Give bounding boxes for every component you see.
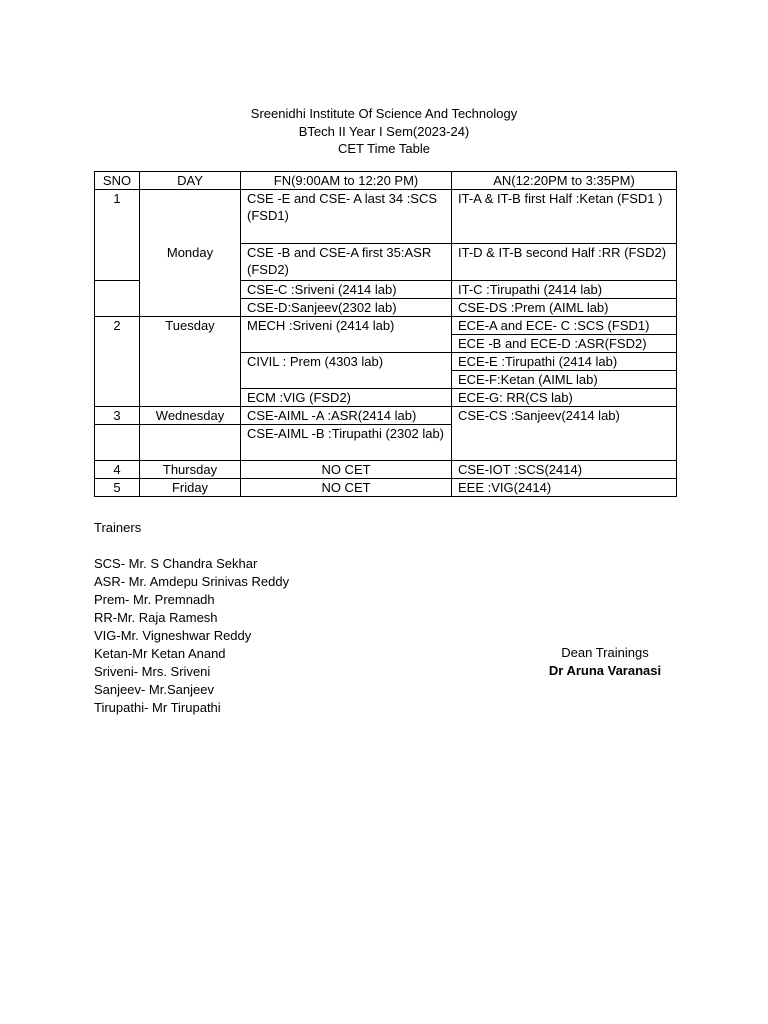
column-header-an: AN(12:20PM to 3:35PM) <box>452 172 677 190</box>
table-row <box>95 479 677 497</box>
day-cell: Wednesday <box>140 407 241 425</box>
day-cell: Monday <box>140 190 241 317</box>
an-cell: CSE-CS :Sanjeev(2414 lab) <box>452 407 677 461</box>
fn-cell: CIVIL : Prem (4303 lab) <box>241 353 452 389</box>
an-cell: ECE -B and ECE-D :ASR(FSD2) <box>452 335 677 353</box>
table-row <box>95 190 677 244</box>
fn-cell: MECH :Sriveni (2414 lab) <box>241 317 452 353</box>
an-cell: ECE-F:Ketan (AIML lab) <box>452 371 677 389</box>
an-cell: CSE-IOT :SCS(2414) <box>452 461 677 479</box>
sno-cell: 5 <box>95 479 140 497</box>
trainer-item: ASR- Mr. Amdepu Srinivas Reddy <box>94 574 290 589</box>
sno-cell: 4 <box>95 461 140 479</box>
column-header-fn: FN(9:00AM to 12:20 PM) <box>241 172 452 190</box>
fn-cell: NO CET <box>241 461 452 479</box>
column-header-day: DAY <box>140 172 241 190</box>
an-cell: CSE-DS :Prem (AIML lab) <box>452 299 677 317</box>
sno-cell-empty <box>95 281 140 317</box>
trainers-section <box>94 519 289 717</box>
an-cell: IT-D & IT-B second Half :RR (FSD2) <box>452 244 677 281</box>
sno-cell-empty <box>95 425 140 461</box>
an-cell: EEE :VIG(2414) <box>452 479 677 497</box>
sno-cell: 2 <box>95 317 140 407</box>
trainer-item: VIG-Mr. Vigneshwar Reddy <box>94 628 252 643</box>
fn-cell: ECM :VIG (FSD2) <box>241 389 452 407</box>
day-cell: Thursday <box>140 461 241 479</box>
fn-cell: CSE -B and CSE-A first 35:ASR (FSD2) <box>241 244 452 281</box>
table-row <box>95 317 677 335</box>
trainer-item: SCS- Mr. S Chandra Sekhar <box>94 556 258 571</box>
an-cell: ECE-A and ECE- C :SCS (FSD1) <box>452 317 677 335</box>
day-cell-empty <box>140 425 241 461</box>
trainers-title: Trainers <box>94 520 142 535</box>
document-header <box>0 105 768 158</box>
table-row <box>95 461 677 479</box>
fn-cell: CSE-AIML -B :Tirupathi (2302 lab) <box>241 425 452 461</box>
trainer-item: Ketan-Mr Ketan Anand <box>94 646 226 661</box>
day-cell: Friday <box>140 479 241 497</box>
institute-name: Sreenidhi Institute Of Science And Technology <box>250 106 518 121</box>
table-header-row <box>95 172 677 190</box>
an-cell: IT-C :Tirupathi (2414 lab) <box>452 281 677 299</box>
column-header-sno: SNO <box>95 172 140 190</box>
fn-cell: CSE-AIML -A :ASR(2414 lab) <box>241 407 452 425</box>
trainer-item: Tirupathi- Mr Tirupathi <box>94 700 221 715</box>
an-cell: ECE-G: RR(CS lab) <box>452 389 677 407</box>
cet-timetable <box>94 171 677 497</box>
day-cell: Tuesday <box>140 317 241 407</box>
program-title: BTech II Year I Sem(2023-24) <box>298 123 470 139</box>
trainer-item: Sriveni- Mrs. Sriveni <box>94 664 211 679</box>
an-cell: ECE-E :Tirupathi (2414 lab) <box>452 353 677 371</box>
fn-cell: NO CET <box>241 479 452 497</box>
an-cell: IT-A & IT-B first Half :Ketan (FSD1 ) <box>452 190 677 244</box>
trainer-item: RR-Mr. Raja Ramesh <box>94 610 218 625</box>
fn-cell: CSE-C :Sriveni (2414 lab) <box>241 281 452 299</box>
signature-role: Dean Trainings <box>561 645 649 660</box>
signature-name: Dr Aruna Varanasi <box>548 663 662 678</box>
sno-cell: 1 <box>95 190 140 281</box>
fn-cell: CSE-D:Sanjeev(2302 lab) <box>241 299 452 317</box>
trainer-item: Prem- Mr. Premnadh <box>94 592 215 607</box>
trainer-item: Sanjeev- Mr.Sanjeev <box>94 682 214 697</box>
table-row <box>95 407 677 425</box>
timetable-title: CET Time Table <box>337 141 430 156</box>
sno-cell: 3 <box>95 407 140 425</box>
fn-cell: CSE -E and CSE- A last 34 :SCS (FSD1) <box>241 190 452 244</box>
signature-block <box>530 644 680 680</box>
